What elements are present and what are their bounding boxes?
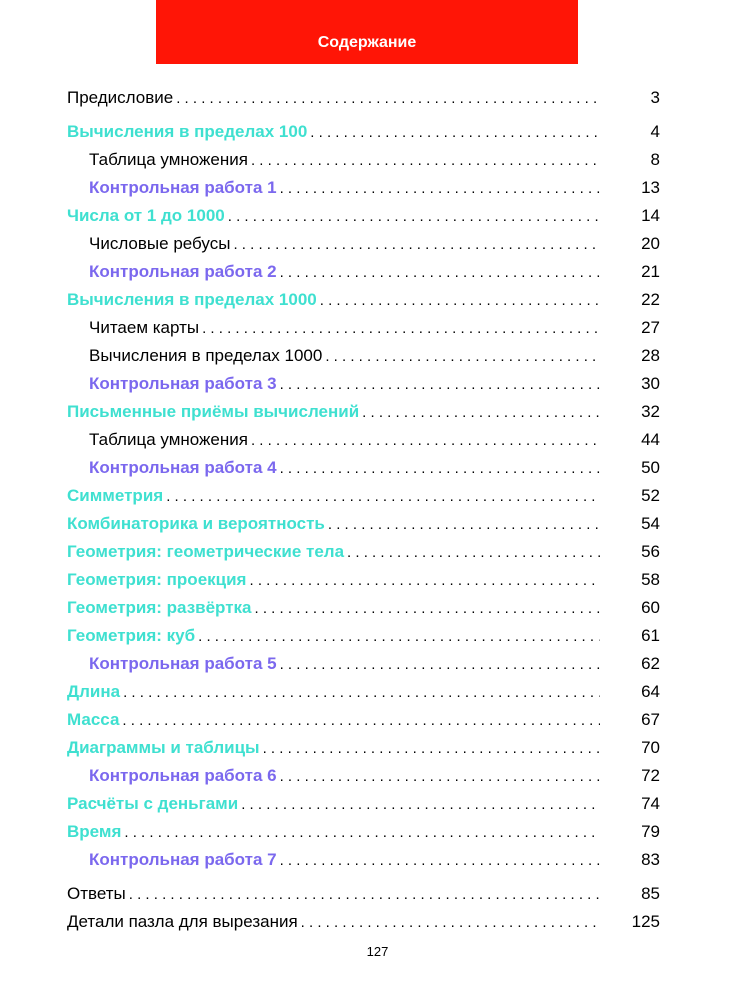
toc-entry-page: 8 (650, 150, 660, 169)
toc-entry-page: 3 (650, 88, 660, 107)
toc-entry-title: Контрольная работа 4 (89, 458, 277, 477)
dot-leader (280, 265, 600, 280)
toc-entry-page: 22 (641, 290, 660, 309)
dot-leader (280, 853, 600, 868)
dot-leader (328, 517, 600, 532)
toc-entry[interactable] (67, 454, 660, 482)
toc-entry-page: 70 (641, 738, 660, 757)
dot-leader (233, 237, 600, 252)
toc-entry[interactable] (67, 678, 660, 706)
toc-entry-page: 60 (641, 598, 660, 617)
toc-entry[interactable] (67, 482, 660, 510)
toc-entry[interactable] (67, 622, 660, 650)
toc-entry[interactable] (67, 594, 660, 622)
toc-entry-page: 125 (631, 912, 660, 931)
contents-title: Содержание (317, 34, 417, 51)
toc-entry[interactable] (67, 314, 660, 342)
toc-entry-title: Читаем карты (89, 318, 200, 337)
toc-entry-title: Симметрия (67, 486, 164, 505)
toc-entry-title: Контрольная работа 5 (89, 654, 277, 673)
dot-leader (280, 377, 600, 392)
toc-entry-page: 30 (641, 374, 660, 393)
toc-entry-page: 62 (641, 654, 660, 673)
toc-entry[interactable] (67, 846, 660, 874)
toc-entry-page: 20 (641, 234, 660, 253)
toc-entry[interactable] (67, 880, 660, 908)
toc-entry[interactable] (67, 510, 660, 538)
toc-entry-title: Числовые ребусы (89, 234, 231, 253)
toc-entry[interactable] (67, 118, 660, 146)
toc-entry-page: 64 (641, 682, 660, 701)
toc-entry-title: Ответы (67, 884, 126, 903)
toc-entry-title: Контрольная работа 3 (89, 374, 277, 393)
toc-entry-page: 32 (641, 402, 660, 421)
toc-entry-title: Масса (67, 710, 120, 729)
toc-entry[interactable] (67, 818, 660, 846)
toc-entry-page: 58 (641, 570, 660, 589)
toc-entry-title: Геометрия: развёртка (67, 598, 252, 617)
toc-entry[interactable] (67, 174, 660, 202)
dot-leader (280, 181, 600, 196)
toc-entry-title: Вычисления в пределах 1000 (67, 290, 317, 309)
dot-leader (320, 293, 600, 308)
toc-entry-title: Контрольная работа 6 (89, 766, 277, 785)
toc-entry-title: Вычисления в пределах 100 (67, 122, 308, 141)
toc-entry-page: 85 (641, 884, 660, 903)
dot-leader (228, 209, 600, 224)
toc-entry[interactable] (67, 286, 660, 314)
toc-entry-title: Вычисления в пределах 1000 (89, 346, 323, 365)
toc-entry-page: 72 (641, 766, 660, 785)
dot-leader (124, 825, 600, 840)
toc-entry-title: Геометрия: куб (67, 626, 196, 645)
toc-entry-title: Геометрия: проекция (67, 570, 247, 589)
dot-leader (325, 349, 600, 364)
toc-entry-page: 44 (641, 430, 660, 449)
dot-leader (251, 433, 600, 448)
dot-leader (251, 153, 600, 168)
toc-entry-page: 61 (641, 626, 660, 645)
toc-entry[interactable] (67, 258, 660, 286)
dot-leader (202, 321, 600, 336)
toc-entry[interactable] (67, 566, 660, 594)
toc-entry[interactable] (67, 146, 660, 174)
dot-leader (129, 887, 600, 902)
dot-leader (362, 405, 600, 420)
toc-entry[interactable] (67, 230, 660, 258)
toc-entry-title: Расчёты с деньгами (67, 794, 239, 813)
dot-leader (176, 91, 600, 106)
dot-leader (122, 713, 600, 728)
toc-entry-page: 4 (650, 122, 660, 141)
toc-entry-title: Длина (67, 682, 121, 701)
toc-entry-title: Таблица умножения (89, 430, 248, 449)
toc-entry-page: 79 (641, 822, 660, 841)
dot-leader (280, 461, 600, 476)
contents-header (156, 0, 578, 64)
toc-entry-page: 52 (641, 486, 660, 505)
toc-entry[interactable] (67, 398, 660, 426)
toc-entry[interactable] (67, 342, 660, 370)
dot-leader (198, 629, 600, 644)
dot-leader (280, 657, 600, 672)
toc-entry[interactable] (67, 734, 660, 762)
toc-entry-page: 74 (641, 794, 660, 813)
toc-entry-title: Числа от 1 до 1000 (67, 206, 225, 225)
dot-leader (347, 545, 600, 560)
page-number: 127 (366, 944, 389, 959)
dot-leader (255, 601, 600, 616)
toc-entry[interactable] (67, 370, 660, 398)
dot-leader (166, 489, 600, 504)
dot-leader (249, 573, 600, 588)
toc-entry[interactable] (67, 538, 660, 566)
dot-leader (280, 769, 600, 784)
toc-entry-page: 27 (641, 318, 660, 337)
toc-entry-page: 83 (641, 850, 660, 869)
toc-entry-title: Детали пазла для вырезания (67, 912, 298, 931)
dot-leader (241, 797, 600, 812)
dot-leader (123, 685, 600, 700)
dot-leader (263, 741, 600, 756)
toc-entry-page: 56 (641, 542, 660, 561)
toc-entry-title: Комбинаторика и вероятность (67, 514, 325, 533)
toc-entry[interactable] (67, 650, 660, 678)
toc-entry-page: 67 (641, 710, 660, 729)
toc-entry-page: 50 (641, 458, 660, 477)
toc-entry[interactable] (67, 908, 660, 936)
toc-entry[interactable] (67, 790, 660, 818)
toc-entry-title: Время (67, 822, 122, 841)
toc-entry[interactable] (67, 762, 660, 790)
toc-entry-title: Геометрия: геометрические тела (67, 542, 345, 561)
toc-entry[interactable] (67, 426, 660, 454)
toc-entry-title: Контрольная работа 7 (89, 850, 277, 869)
toc-entry-title: Таблица умножения (89, 150, 248, 169)
toc-entry[interactable] (67, 202, 660, 230)
toc-entry-page: 28 (641, 346, 660, 365)
toc-entry-title: Предисловие (67, 88, 174, 107)
toc-entry-title: Диаграммы и таблицы (67, 738, 260, 757)
toc-entry-title: Контрольная работа 2 (89, 262, 277, 281)
toc-entry[interactable] (67, 706, 660, 734)
dot-leader (301, 915, 600, 930)
toc-entry-title: Контрольная работа 1 (89, 178, 277, 197)
toc-entry-page: 13 (641, 178, 660, 197)
toc-entry-page: 21 (641, 262, 660, 281)
table-of-contents (67, 84, 660, 936)
dot-leader (310, 125, 600, 140)
toc-entry-title: Письменные приёмы вычислений (67, 402, 360, 421)
toc-entry-page: 14 (641, 206, 660, 225)
toc-entry-page: 54 (641, 514, 660, 533)
toc-entry[interactable] (67, 84, 660, 112)
